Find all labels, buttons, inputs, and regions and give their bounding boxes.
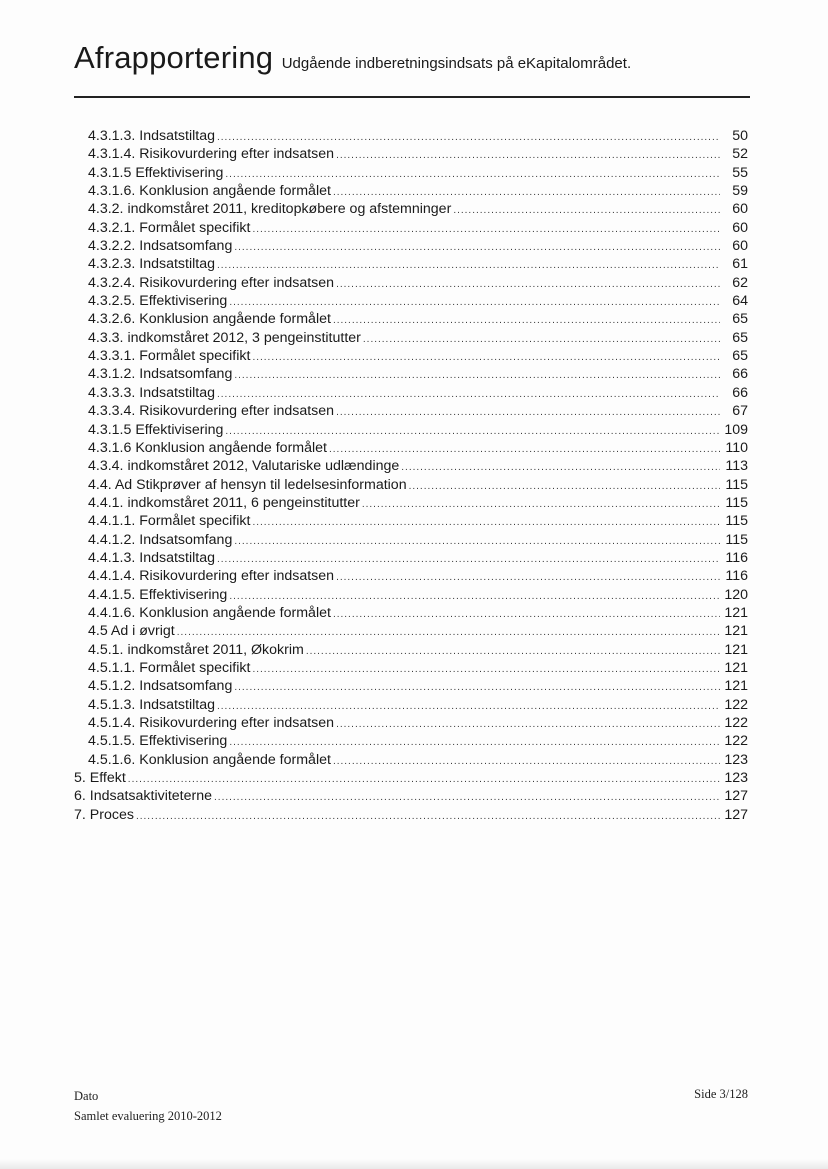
toc-entry-page: 120	[724, 586, 748, 603]
toc-entry[interactable]	[74, 494, 748, 512]
toc-entry-label: 5. Effekt	[74, 770, 126, 787]
toc-leader-dots	[336, 404, 720, 422]
toc-leader-dots	[336, 276, 720, 294]
toc-leader-dots	[214, 789, 720, 807]
toc-entry[interactable]	[74, 806, 748, 824]
toc-leader-dots	[453, 202, 720, 220]
toc-entry[interactable]	[74, 622, 748, 640]
toc-entry-page: 60	[732, 219, 748, 236]
footer-left	[74, 1086, 222, 1126]
toc-entry-label: 6. Indsatsaktiviteterne	[74, 788, 213, 805]
toc-leader-dots	[217, 257, 720, 275]
toc-leader-dots	[217, 698, 720, 716]
toc-entry-label: 4.5.1.4. Risikovurdering efter indsatsen	[88, 715, 335, 731]
toc-entry-page: 61	[732, 256, 748, 273]
toc-entry-label: 7. Proces	[74, 806, 134, 823]
toc-entry-label: 4.5.1.6. Konklusion angående formålet	[88, 751, 331, 768]
toc-leader-dots	[217, 129, 720, 147]
toc-leader-dots	[306, 643, 720, 661]
toc-entry-page: 115	[725, 476, 748, 493]
toc-entry[interactable]	[74, 274, 748, 292]
toc-entry[interactable]	[74, 384, 748, 402]
header-rule	[74, 96, 750, 98]
toc-entry[interactable]	[74, 127, 748, 145]
toc-entry-label: 4.4.1.1. Formålet specifikt	[88, 513, 251, 530]
footer-date-label: Dato	[74, 1089, 99, 1103]
toc-entry-page: 65	[732, 311, 748, 328]
toc-entry-page: 121	[724, 659, 748, 676]
toc-entry[interactable]	[74, 696, 748, 714]
toc-entry-label: 4.3.2.6. Konklusion angående formålet	[88, 311, 331, 328]
toc-entry[interactable]	[74, 365, 748, 383]
toc-entry[interactable]	[74, 641, 748, 659]
toc-entry[interactable]	[74, 421, 748, 439]
toc-leader-dots	[229, 294, 720, 312]
toc-entry-label: 4.3.1.6. Konklusion angående formålet	[88, 183, 331, 200]
toc-entry[interactable]	[74, 182, 748, 200]
toc-entry-label: 4.3.2.1. Formålet specifikt	[88, 219, 251, 236]
toc-entry-page: 60	[732, 201, 748, 218]
toc-entry[interactable]	[74, 732, 748, 750]
toc-entry[interactable]	[74, 237, 748, 255]
scan-edge	[0, 1159, 828, 1169]
toc-entry-label: 4.3.2.2. Indsatsomfang	[88, 238, 233, 255]
toc-entry[interactable]	[74, 164, 748, 182]
toc-entry[interactable]	[74, 329, 748, 347]
toc-leader-dots	[136, 808, 720, 826]
toc-leader-dots	[217, 551, 720, 569]
toc-leader-dots	[336, 716, 720, 734]
toc-entry-page: 127	[724, 788, 748, 805]
toc-leader-dots	[225, 423, 720, 441]
toc-entry-page: 121	[724, 641, 748, 658]
toc-entry-label: 4.5 Ad i øvrigt	[88, 623, 175, 640]
toc-entry-label: 4.5.1.1. Formålet specifikt	[88, 659, 251, 676]
toc-leader-dots	[234, 679, 720, 697]
toc-entry[interactable]	[74, 402, 748, 420]
toc-entry-page: 121	[724, 678, 748, 695]
toc-entry-page: 121	[724, 623, 748, 640]
toc-entry-page: 64	[732, 293, 748, 310]
toc-entry-label: 4.5.1.2. Indsatsomfang	[88, 678, 233, 695]
page-subtitle: Udgående indberetningsindsats på eKapitalområdet.	[281, 55, 632, 72]
toc-entry-label: 4.3.1.5 Effektivisering	[88, 421, 224, 438]
toc-entry-page: 65	[732, 348, 748, 365]
toc-leader-dots	[229, 734, 720, 752]
toc-entry-label: 4.3.1.3. Indsatstiltag	[88, 128, 215, 144]
toc-leader-dots	[333, 606, 720, 624]
toc-entry-page: 122	[724, 733, 748, 750]
toc-entry[interactable]	[74, 145, 748, 163]
footer-page-number: Side 3/128	[694, 1087, 748, 1101]
toc-leader-dots	[217, 386, 720, 404]
toc-entry-label: 4.3.2.4. Risikovurdering efter indsatsen	[88, 274, 335, 291]
toc-entry-label: 4.5.1.5. Effektivisering	[88, 733, 228, 750]
toc-entry-page: 59	[732, 183, 748, 200]
toc-entry[interactable]	[74, 255, 748, 273]
toc-leader-dots	[252, 514, 720, 532]
toc-entry-page: 109	[724, 421, 748, 438]
toc-entry-label: 4.4.1.4. Risikovurdering efter indsatsen	[88, 568, 335, 585]
toc-entry-label: 4.4.1.5. Effektivisering	[88, 586, 228, 603]
toc-entry-label: 4.3.4. indkomståret 2012, Valutariske udlændinge	[88, 458, 400, 475]
toc-leader-dots	[329, 441, 720, 459]
toc-entry-label: 4.3.1.5 Effektivisering	[88, 164, 224, 181]
toc-entry-page: 115	[725, 494, 748, 511]
toc-entry-page: 60	[732, 238, 748, 255]
toc-entry-page: 67	[732, 403, 748, 420]
toc-entry-page: 116	[725, 568, 748, 585]
toc-entry-label: 4.4. Ad Stikprøver af hensyn til ledelsesinformation	[88, 476, 407, 493]
toc-entry-label: 4.3.3.1. Formålet specifikt	[88, 348, 251, 365]
toc-leader-dots	[225, 166, 720, 184]
toc-entry-label: 4.4.1.2. Indsatsomfang	[88, 531, 233, 548]
toc-entry[interactable]	[74, 310, 748, 328]
toc-entry-label: 4.4.1. indkomståret 2011, 6 pengeinstitutter	[88, 494, 360, 511]
toc-entry-label: 4.3.1.6 Konklusion angående formålet	[88, 439, 327, 456]
toc-entry-page: 121	[724, 604, 748, 621]
toc-leader-dots	[252, 661, 720, 679]
toc-entry[interactable]	[74, 531, 748, 549]
toc-entry-page: 115	[725, 513, 748, 530]
toc-entry-page: 55	[732, 164, 748, 181]
toc-entry[interactable]	[74, 586, 748, 604]
toc-entry[interactable]	[74, 476, 748, 494]
toc-entry-label: 4.3.2.5. Effektivisering	[88, 293, 228, 310]
toc-entry-page: 123	[724, 770, 748, 787]
toc-leader-dots	[333, 184, 720, 202]
toc-leader-dots	[252, 221, 720, 239]
toc-leader-dots	[336, 569, 720, 587]
toc-entry[interactable]	[74, 677, 748, 695]
toc-leader-dots	[409, 478, 720, 496]
toc-leader-dots	[362, 496, 720, 514]
toc-leader-dots	[333, 753, 720, 771]
toc-entry-page: 113	[725, 458, 748, 475]
toc-leader-dots	[336, 147, 720, 165]
toc-entry-label: 4.3.3. indkomståret 2012, 3 pengeinstitutter	[88, 329, 361, 346]
page-header	[74, 40, 754, 76]
toc-entry[interactable]	[74, 604, 748, 622]
toc-leader-dots	[234, 367, 720, 385]
toc-entry-page: 127	[724, 806, 748, 823]
toc-entry-label: 4.3.1.4. Risikovurdering efter indsatsen	[88, 146, 335, 163]
toc-entry-page: 116	[725, 549, 748, 566]
toc-entry[interactable]	[74, 659, 748, 677]
toc-entry-label: 4.4.1.3. Indsatstiltag	[88, 549, 215, 566]
toc-entry-page: 65	[732, 329, 748, 346]
toc-entry-page: 66	[732, 366, 748, 383]
toc-entry-label: 4.5.1.3. Indsatstiltag	[88, 696, 215, 713]
toc-entry-page: 122	[724, 715, 748, 731]
toc-entry[interactable]	[74, 714, 748, 732]
toc-entry[interactable]	[74, 439, 748, 457]
toc-entry-page: 110	[725, 439, 748, 456]
toc-entry-page: 123	[724, 751, 748, 768]
toc-entry-label: 4.5.1. indkomståret 2011, Økokrim	[88, 641, 304, 658]
toc-leader-dots	[401, 459, 720, 477]
page-title: Afrapportering	[74, 40, 274, 75]
toc-entry[interactable]	[74, 512, 748, 530]
toc-entry[interactable]	[74, 347, 748, 365]
toc-leader-dots	[177, 624, 720, 642]
toc-leader-dots	[234, 239, 720, 257]
toc-entry-label: 4.3.2.3. Indsatstiltag	[88, 256, 215, 273]
toc-leader-dots	[128, 771, 720, 789]
toc-entry-label: 4.3.2. indkomståret 2011, kreditopkøbere og afstemninger	[88, 201, 452, 218]
toc-entry[interactable]	[74, 769, 748, 787]
toc-entry[interactable]	[74, 292, 748, 310]
toc-entry[interactable]	[74, 751, 748, 769]
toc-entry-page: 52	[732, 146, 748, 163]
toc-entry-label: 4.3.3.4. Risikovurdering efter indsatsen	[88, 403, 335, 420]
toc-entry[interactable]	[74, 787, 748, 805]
toc-entry[interactable]	[74, 567, 748, 585]
toc-entry[interactable]	[74, 200, 748, 218]
toc-leader-dots	[234, 533, 720, 551]
toc-entry-label: 4.4.1.6. Konklusion angående formålet	[88, 604, 331, 621]
toc-entry-page: 66	[732, 384, 748, 401]
toc-entry-page: 50	[732, 128, 748, 144]
toc-leader-dots	[333, 312, 720, 330]
table-of-contents	[74, 127, 748, 824]
toc-entry-label: 4.3.3.3. Indsatstiltag	[88, 384, 215, 401]
toc-leader-dots	[229, 588, 720, 606]
footer-document-name: Samlet evaluering 2010-2012	[74, 1109, 222, 1123]
toc-leader-dots	[363, 331, 720, 349]
toc-entry-page: 122	[724, 696, 748, 713]
toc-leader-dots	[252, 349, 720, 367]
toc-entry[interactable]	[74, 457, 748, 475]
toc-entry[interactable]	[74, 219, 748, 237]
toc-entry-label: 4.3.1.2. Indsatsomfang	[88, 366, 233, 383]
toc-entry-page: 62	[732, 274, 748, 291]
toc-entry[interactable]	[74, 549, 748, 567]
toc-entry-page: 115	[725, 531, 748, 548]
